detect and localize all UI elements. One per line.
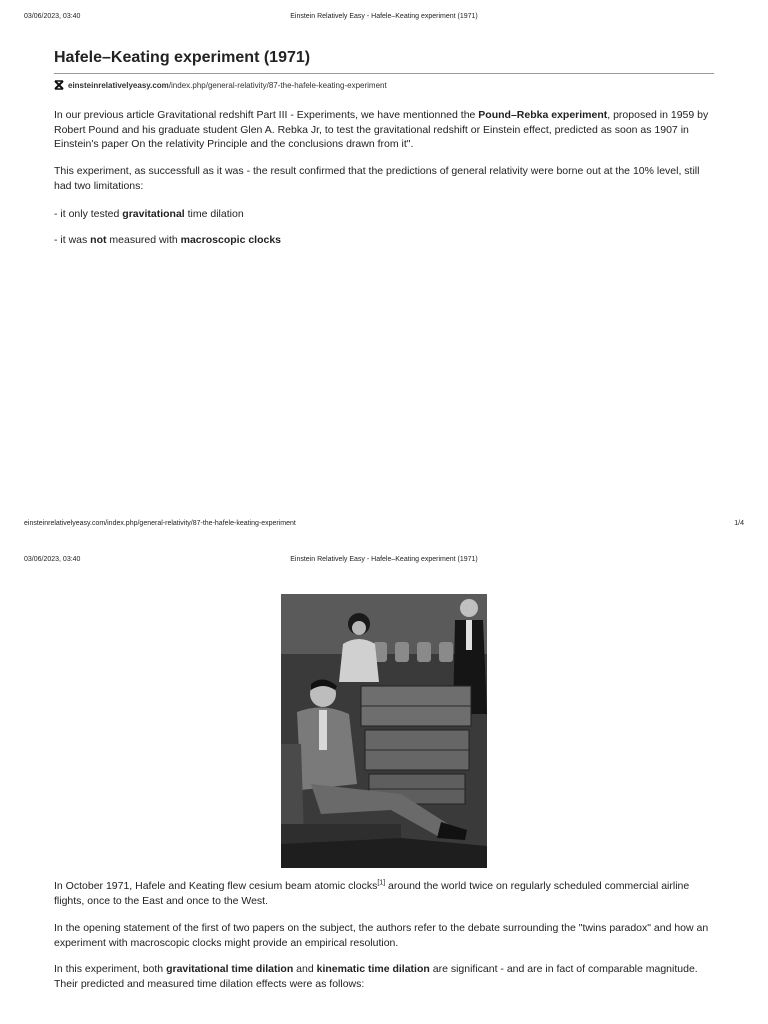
paragraph-twins-paradox: In the opening statement of the first of two papers on the subject, the authors refer to the debate surrounding the "twins paradox" and how an experiment with macroscopic clocks might provide an empirical resolution. bbox=[54, 922, 709, 949]
footnote-ref[interactable]: [1] bbox=[377, 879, 386, 887]
paragraph-time-dilation: In this experiment, both gravitational time dilation and kinematic time dilation are significant - and are in fact of comparable magnitude. Their predicted and measured time dilation effects were as follows: bbox=[54, 963, 698, 990]
source-link[interactable] bbox=[54, 80, 387, 90]
pound-rebka-link: Pound–Rebka experiment bbox=[478, 109, 608, 121]
list-item: - it was not measured with macroscopic clocks bbox=[54, 234, 282, 246]
paragraph-limitations: This experiment, as successfull as it was - the result confirmed that the predictions of general relativity were borne out at the 10% level, still had two limitations: bbox=[54, 165, 700, 192]
site-logo-icon bbox=[54, 80, 64, 90]
experiment-photo bbox=[281, 594, 487, 868]
print-datetime: 03/06/2023, 03:40 bbox=[24, 13, 81, 20]
photo-illustration bbox=[281, 594, 487, 868]
print-title: Einstein Relatively Easy - Hafele–Keating experiment (1971) bbox=[290, 556, 478, 563]
page-title: Hafele–Keating experiment (1971) bbox=[54, 49, 714, 74]
print-page-number: 1/4 bbox=[734, 520, 744, 527]
paragraph-intro: In our previous article Gravitational redshift Part III - Experiments, we have mentionned the Pound–Rebka experiment, proposed in 1959 by Robert Pound and his graduate student Glen A. Rebka Jr, to test the gravitational redshift or Einstein effect, predicted as soon as 1907 in Einstein's paper On the relativity Principle and the conclusions drawn from it". bbox=[54, 109, 709, 150]
print-url: einsteinrelativelyeasy.com/index.php/general-relativity/87-the-hafele-keating-experiment bbox=[24, 520, 296, 527]
source-domain: einsteinrelativelyeasy.com bbox=[68, 80, 169, 90]
source-path: /index.php/general-relativity/87-the-hafele-keating-experiment bbox=[168, 80, 387, 90]
print-title: Einstein Relatively Easy - Hafele–Keating experiment (1971) bbox=[290, 13, 478, 20]
list-item: - it only tested gravitational time dilation bbox=[54, 208, 244, 220]
paragraph-flights: In October 1971, Hafele and Keating flew cesium beam atomic clocks[1] around the world twice on regularly scheduled commercial airline flights, once to the East and once to the West. bbox=[54, 879, 690, 907]
print-datetime: 03/06/2023, 03:40 bbox=[24, 556, 81, 563]
